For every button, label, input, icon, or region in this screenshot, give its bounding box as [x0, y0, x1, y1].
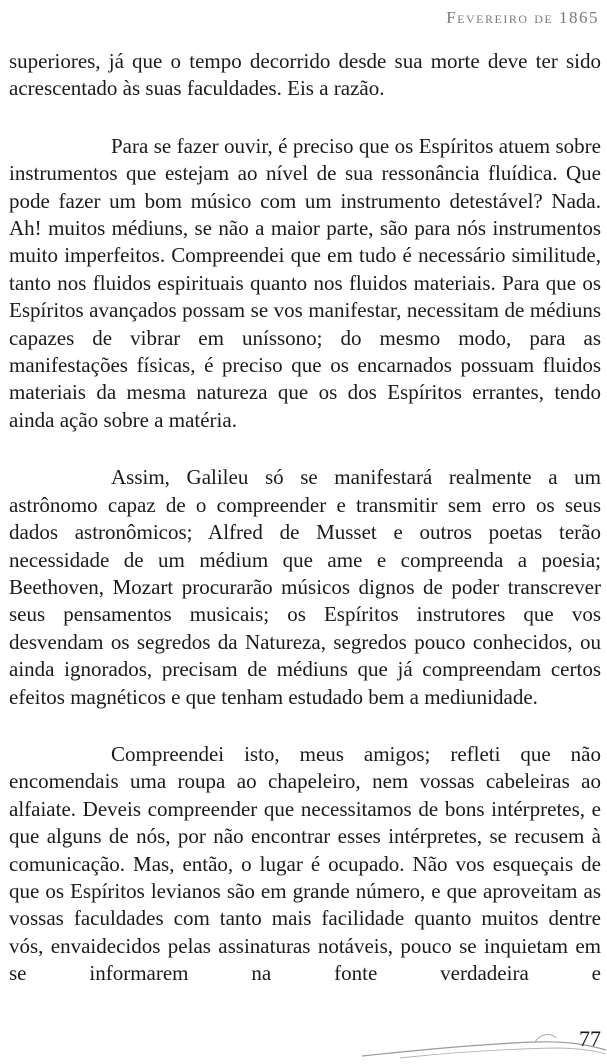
- running-header: Fevereiro de 1865: [446, 8, 599, 27]
- page-footer: [0, 1010, 607, 1064]
- page-number: 77: [579, 1026, 601, 1051]
- paragraph-continuation: superiores, já que o tempo decorrido desde sua morte deve ter sido acrescentado às suas faculdades. Eis a razão.: [9, 49, 601, 101]
- paragraph-compreendei: Compreendei isto, meus amigos; refleti que não encomendais uma roupa ao chapeleiro, nem vossas cabeleiras ao alfaiate. Deveis compreender que necessitamos de bons intérpretes, e que alguns de nós, por não encontrar esses intérpretes, se recusem à comunicação. Mas, então, o lugar é ocupado. Não vos esqueçais de que os Espíritos levianos são em grande número, e que aproveitam as vossas faculdades com tanto mais facilidade quanto muitos dentre vós, envaidecidos pelas assinaturas notáveis, pouco se inquietam em se informarem na fonte verdadeira e: [9, 741, 601, 986]
- paragraph-galileu: Assim, Galileu só se manifestará realmente a um astrônomo capaz de o compreender e transmitir sem erro os seus dados astronômicos; Alfred de Musset e outros poetas terão necessidade de um médium que ame e compreenda a poesia; Beethoven, Mozart procurarão músicos dignos de poder transcrever seus pensamentos musicais; os Espíritos instrutores que vos desvendam os segredos da Natureza, segredos pouco conhecidos, ou ainda ignorados, precisam de médiuns que já compreendam certos efeitos magnéticos e que tenham estudado bem a mediunidade.: [9, 465, 601, 709]
- page-body: [9, 48, 601, 988]
- paragraph-instruments: Para se fazer ouvir, é preciso que os Espíritos atuem sobre instrumentos que estejam ao nível de sua ressonância fluídica. Que pode fazer um bom músico com um instrumento detestável? Nada. Ah! muitos médiuns, se não a maior parte, são para nós instrumentos muito imperfeitos. Compreendei que em tudo é necessário similitude, tanto nos fluidos espirituais quanto nos fluidos materiais. Para que os Espíritos avançados possam se vos manifestar, necessitam de médiuns capazes de vibrar em uníssono; do mesmo modo, para as manifestações físicas, é preciso que os encarnados possuam fluidos materiais da mesma natureza que os dos Espíritos errantes, tendo ainda ação sobre a matéria.: [9, 133, 601, 432]
- decorative-swash-icon: [360, 1022, 607, 1062]
